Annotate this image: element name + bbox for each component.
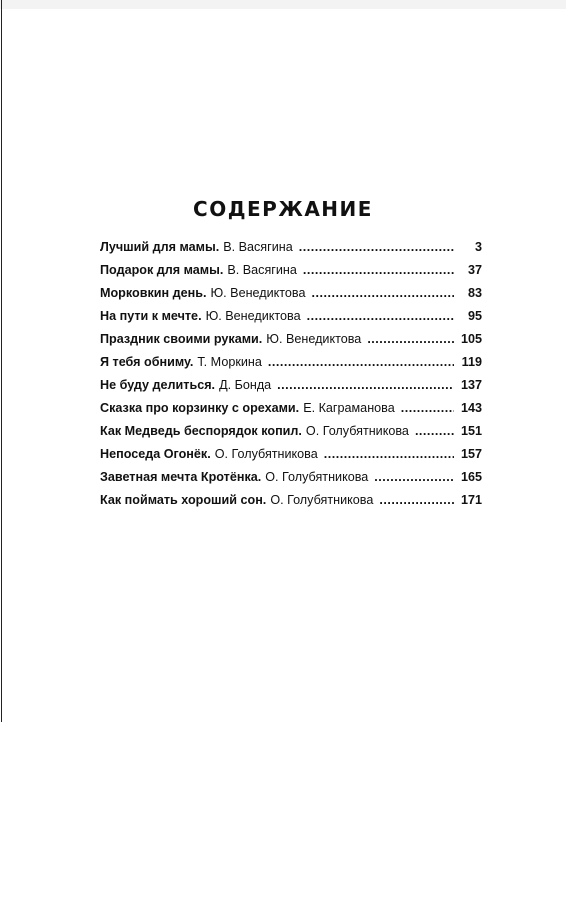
entry-page-number: 165 [460,470,482,484]
entry-author: О. Голубятникова [305,424,409,438]
entry-page-number: 143 [460,401,482,415]
entry-title: Не буду делиться. [100,378,216,392]
entry-author: Д. Бонда [219,378,272,392]
toc-entry[interactable] [100,466,482,489]
entry-title: Заветная мечта Кротёнка. [100,470,262,484]
page-left-border [1,0,2,722]
dot-leader [379,489,454,512]
dot-leader [324,443,454,466]
dot-leader [268,351,454,374]
dot-leader [307,305,454,328]
entry-title: Я тебя обниму. [100,355,194,369]
entry-page-number: 37 [467,263,482,277]
toc-entry[interactable] [100,443,482,466]
entry-author: Ю. Венедиктова [210,286,306,300]
entry-title: Непоседа Огонёк. [100,447,211,461]
entry-page-number: 151 [460,424,482,438]
entry-author: Т. Моркина [197,355,262,369]
dot-leader [374,466,454,489]
dot-leader [277,374,454,397]
entry-page-number: 95 [467,309,482,323]
entry-title: Как Медведь беспорядок копил. [100,424,302,438]
toc-entry[interactable] [100,351,482,374]
entry-title: Морковкин день. [100,286,207,300]
toc-entry[interactable] [100,397,482,420]
toc-entry[interactable] [100,420,482,443]
entry-author: Ю. Венедиктова [266,332,362,346]
toc-entry[interactable] [100,305,482,328]
entry-author: Ю. Венедиктова [205,309,301,323]
toc-entry[interactable] [100,282,482,305]
entry-page-number: 157 [460,447,482,461]
entry-title: Сказка про корзинку с орехами. [100,401,300,415]
dot-leader [415,420,454,443]
page-title: СОДЕРЖАНИЕ [193,197,373,222]
dot-leader [367,328,454,351]
entry-page-number: 83 [467,286,482,300]
entry-page-number: 3 [474,240,482,254]
toc-entry[interactable] [100,259,482,282]
entry-page-number: 105 [460,332,482,346]
entry-page-number: 119 [461,355,482,369]
toc-entry[interactable] [100,328,482,351]
entry-title: Подарок для мамы. [100,263,224,277]
entry-author: О. Голубятникова [265,470,369,484]
entry-author: В. Васягина [227,263,297,277]
page-top-edge [0,0,566,9]
entry-title: Лучший для мамы. [100,240,220,254]
toc-entry[interactable] [100,489,482,512]
entry-page-number: 137 [460,378,482,392]
entry-author: В. Васягина [223,240,293,254]
entry-author: О. Голубятникова [270,493,374,507]
toc-entry[interactable] [100,374,482,397]
dot-leader [401,397,454,420]
entry-title: Праздник своими руками. [100,332,263,346]
entry-author: Е. Каграманова [303,401,395,415]
dot-leader [303,259,454,282]
entry-page-number: 171 [460,493,482,507]
entry-title: На пути к мечте. [100,309,202,323]
table-of-contents [100,236,482,512]
entry-author: О. Голубятникова [214,447,318,461]
toc-entry[interactable] [100,236,482,259]
dot-leader [311,282,454,305]
entry-title: Как поймать хороший сон. [100,493,267,507]
dot-leader [299,236,454,259]
